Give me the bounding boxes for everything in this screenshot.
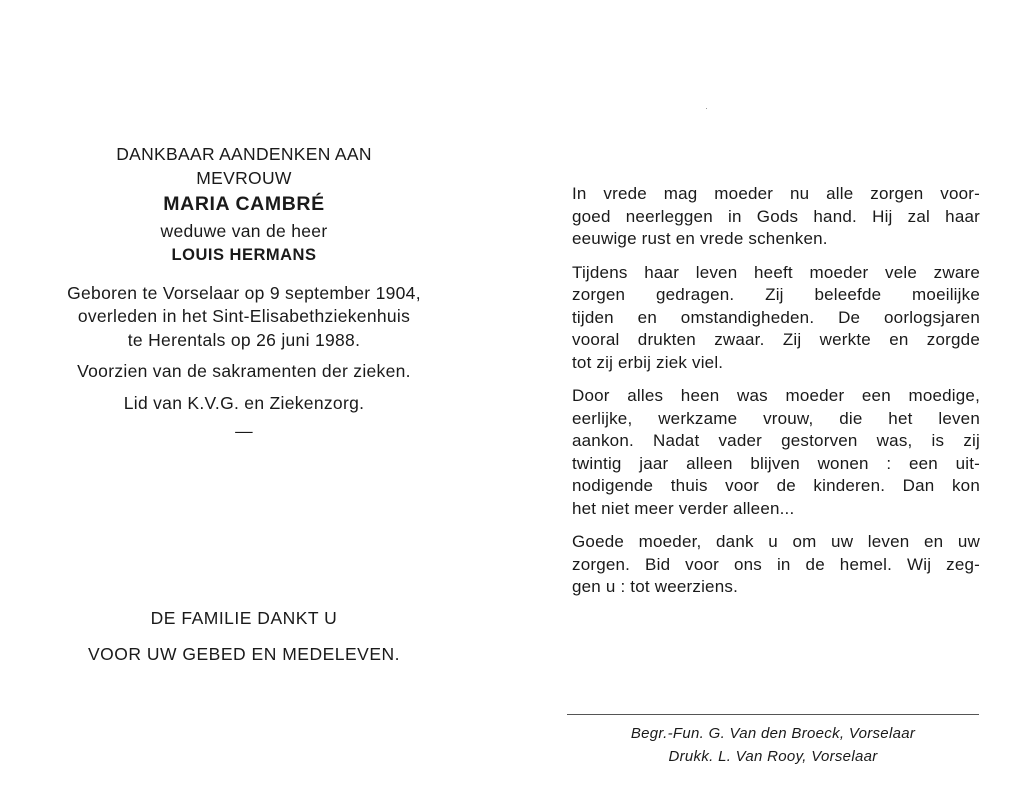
paragraph-1 <box>572 183 980 251</box>
memorial-text-panel <box>572 183 980 610</box>
text-line: twintig jaar alleen blijven wonen : een uit- <box>572 453 980 473</box>
text-line: tot zij erbij ziek viel. <box>572 352 724 372</box>
text-line: gen u : tot weerziens. <box>572 577 738 596</box>
text-line: nodigende thuis voor de kinderen. Dan kon <box>572 476 980 495</box>
credits-block <box>567 722 979 768</box>
text-line: Tijdens haar leven heeft moeder vele zware <box>572 262 980 282</box>
death-place-line: te Herentals op 26 juni 1988. <box>127 329 361 350</box>
printer-credit: Drukk. L. Van Rooy, Vorselaar <box>668 748 878 765</box>
birth-line: Geboren te Vorselaar op 9 september 1904, <box>67 282 421 303</box>
paragraph-2 <box>572 262 980 375</box>
text-line: zorgen. Bid voor ons in de hemel. Wij zeg- <box>572 554 980 574</box>
membership-line: Lid van K.V.G. en Ziekenzorg. <box>123 392 365 413</box>
text-line: In vrede mag moeder nu alle zorgen voor- <box>572 184 980 203</box>
husband-name: LOUIS HERMANS <box>171 246 317 264</box>
thanks-line-1: DE FAMILIE DANKT U <box>150 608 338 628</box>
thanks-line-2: VOOR UW GEBED EN MEDELEVEN. <box>87 644 401 664</box>
text-line: eeuwige rust en vrede schenken. <box>572 229 828 248</box>
memorial-left-panel <box>28 143 460 444</box>
text-line: het niet meer verder alleen... <box>572 498 795 518</box>
text-line: goed neerleggen in Gods hand. Hij zal haar <box>572 206 980 226</box>
sacraments-line: Voorzien van de sakramenten der zieken. <box>77 361 411 381</box>
text-line: Door alles heen was moeder een moedige, <box>572 386 980 405</box>
heading-line-2: MEVROUW <box>196 167 292 188</box>
widow-of-text: weduwe van de heer <box>160 220 328 241</box>
separator-dash: — <box>235 421 253 441</box>
death-line: overleden in het Sint-Elisabethziekenhuis <box>77 306 411 326</box>
paragraph-3 <box>572 385 980 520</box>
text-line: eerlijke, werkzame vrouw, die het leven <box>572 408 980 428</box>
text-line: Goede moeder, dank u om uw leven en uw <box>572 532 980 551</box>
funeral-director-credit: Begr.-Fun. G. Van den Broeck, Vorselaar <box>630 725 916 742</box>
text-line: vooral drukten zwaar. Zij werkte en zorgde <box>572 330 980 349</box>
print-speck <box>706 108 707 109</box>
credits-divider <box>567 714 979 715</box>
paragraph-4 <box>572 531 980 599</box>
text-line: aankon. Nadat vader gestorven was, is zij <box>572 431 980 450</box>
heading-line-1: DANKBAAR AANDENKEN AAN <box>116 144 372 164</box>
text-line: tijden en omstandigheden. De oorlogsjaren <box>572 307 980 327</box>
text-line: zorgen gedragen. Zij beleefde moeilijke <box>572 285 980 304</box>
deceased-name: MARIA CAMBRÉ <box>163 193 325 215</box>
